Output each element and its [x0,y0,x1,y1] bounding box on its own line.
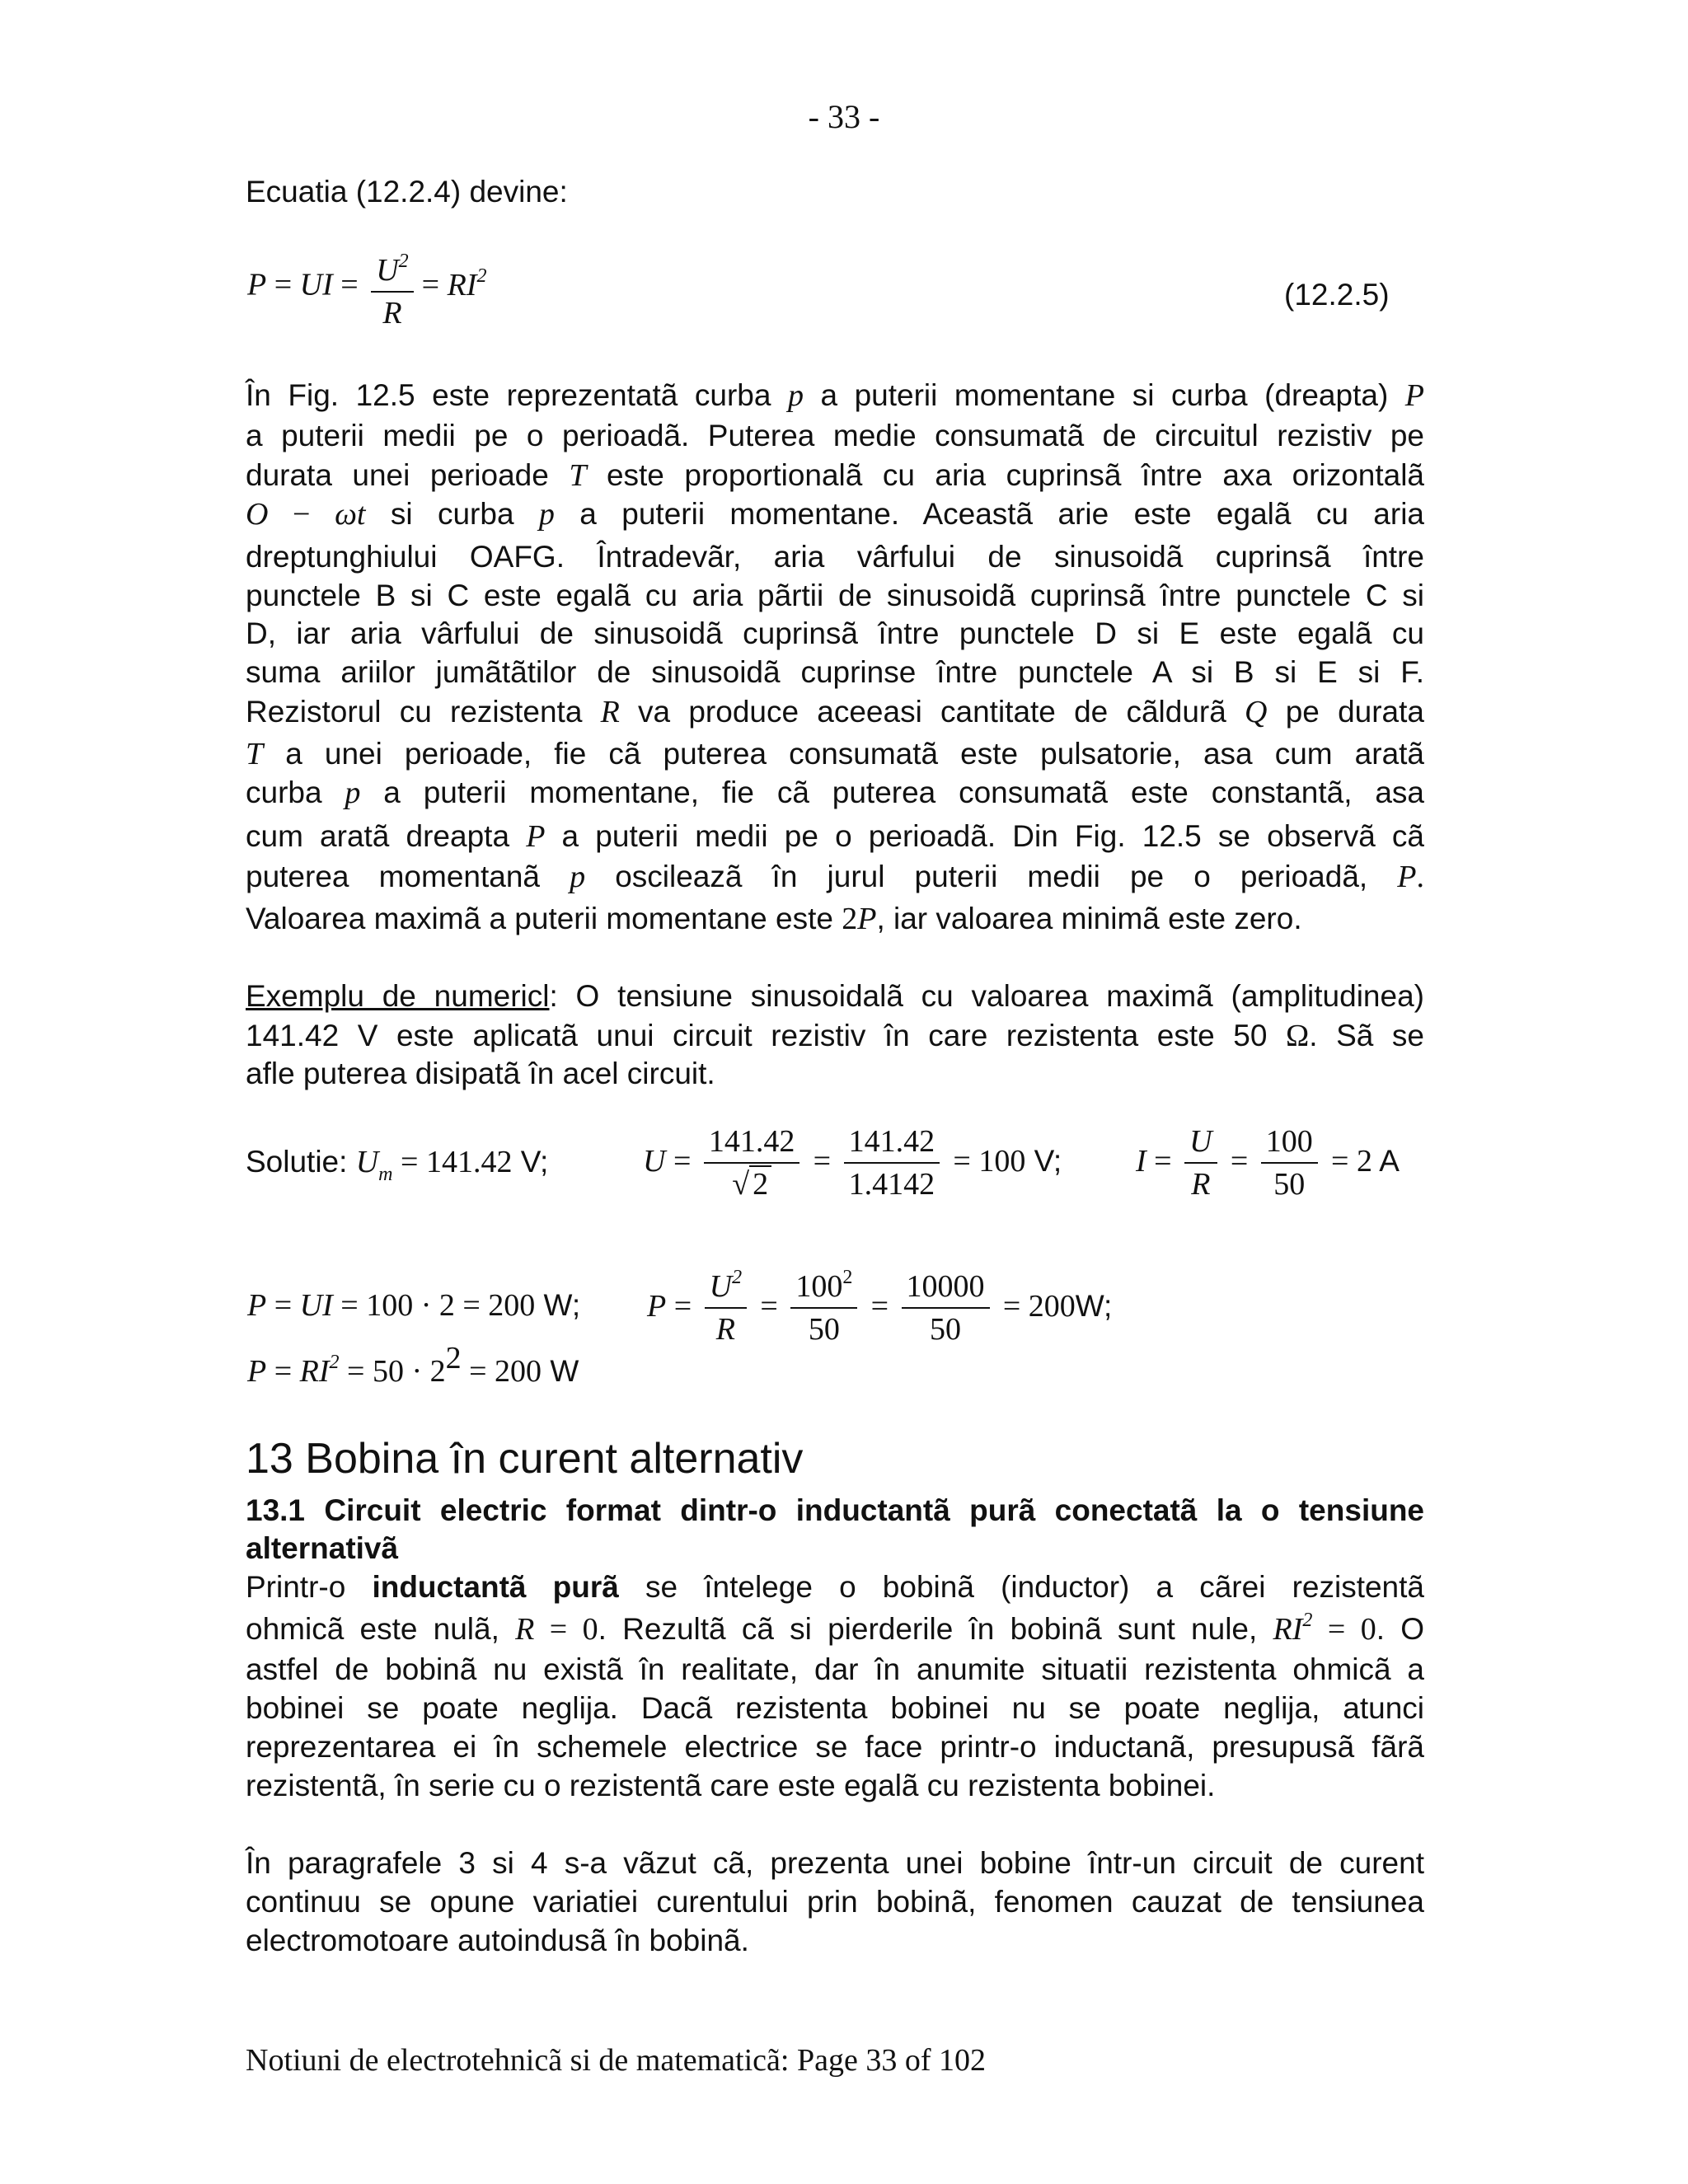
subsection-title-cont: alternativã [246,1531,399,1565]
solution-u: U = $\frac{141.42}{√ 2}$ = $\frac{141.42}{1.4142}$ = 100 V; [643,1124,1062,1202]
paragraph-line: Printr-o inductantã purã se întelege o bobinã (inductor) a cãrei rezistentã [246,1570,1424,1604]
paragraph-line: puterea momentanã p oscileazã în jurul puterii medii pe o perioadã, P. [246,860,1424,894]
paragraph-line: O − ωt si curba p a puterii momentane. Aceastã arie este egalã cu aria [246,497,1424,532]
solution-p3: $P = RI^2 = 50 \cdot 2^2 = 200$ W [247,1341,579,1389]
paragraph-line: cum aratã dreapta P a puterii medii pe o perioadã. Din Fig. 12.5 se observã cã [246,819,1424,854]
paragraph-line: D, iar aria vârfului de sinusoidã cuprinsã între punctele D si E este egalã cu [246,616,1424,650]
page-number: - 33 - [808,98,880,135]
paragraph-line: continuu se opune variatiei curentului prin bobinã, fenomen cauzat de tensiunea [246,1885,1424,1919]
intro-text: Ecuatia (12.2.4) devine: [246,175,568,209]
paragraph-line: suma ariilor jumãtãtilor de sinusoidã cuprinse între punctele A si B si E si F. [246,655,1424,689]
example-line: 141.42 V este aplicatã unui circuit rezistiv în care rezistenta este 50 Ω. Sã se [246,1019,1424,1053]
section-title: 13 Bobina în curent alternativ [246,1435,804,1483]
paragraph-line: În Fig. 12.5 este reprezentatã curba p a puterii momentane si curba (dreapta) P [246,378,1425,413]
paragraph-line: reprezentarea ei în schemele electrice se face printr-o inductanã, presupusã fãrã [246,1730,1424,1764]
subsection-title: 13.1 Circuit electric format dintr-o inductantã purã conectatã la o tensiune [246,1493,1424,1527]
paragraph-line: ohmicã este nulã, R = 0. Rezultã cã si pierderile în bobinã sunt nule, $RI^2 = 0$. O [246,1610,1425,1647]
example-label: Exemplu de numericl [246,979,550,1013]
solution-um: Solutie: $U_m = 141.42$ V; [246,1145,549,1185]
page-footer: Notiuni de electrotehnicã si de matematicã: Page 33 of 102 [246,2043,986,2078]
example-line: Exemplu de numericl: O tensiune sinusoidalã cu valoarea maximã (amplitudinea) [246,979,1424,1013]
paragraph-line: bobinei se poate neglija. Dacã rezistenta bobinei nu se poate neglija, atunci [246,1691,1424,1725]
equation-number: (12.2.5) [1284,278,1390,312]
paragraph-line: T a unei perioade, fie cã puterea consumatã este pulsatorie, asa cum aratã [246,737,1424,771]
paragraph-line: În paragrafele 3 si 4 s-a vãzut cã, prezenta unei bobine într-un circuit de curent [246,1846,1424,1880]
paragraph-line: dreptunghiului OAFG. Întradevãr, aria vârfului de sinusoidã cuprinsã între [246,540,1424,574]
solution-i: I = $\frac{U}{R}$ = $\frac{100}{50}$ = 2 A [1136,1124,1400,1202]
paragraph-line: astfel de bobinã nu existã în realitate, dar în anumite situatii rezistenta ohmicã a [246,1652,1424,1686]
example-line: afle puterea disipatã în acel circuit. [246,1057,715,1090]
equation-12-2-5: P = UI = $\frac{U^2}{R}$ = $RI^2$ [247,251,487,330]
paragraph-line: durata unei perioade T este proportionalã cu aria cuprinsã între axa orizontalã [246,458,1424,493]
paragraph-line: a puterii medii pe o perioadã. Puterea medie consumatã de circuitul rezistiv pe [246,419,1424,452]
paragraph-line: Valoarea maximã a puterii momentane este 2P, iar valoarea minimã este zero. [246,902,1302,936]
paragraph-line: electromotoare autoindusã în bobinã. [246,1924,749,1957]
solution-p2: P = $\frac{U^2}{R}$ = $\frac{100^2}{50}$ = $\frac{10000}{50}$ = 200W; [647,1267,1113,1347]
paragraph-line: punctele B si C este egalã cu aria pãrtii de sinusoidã cuprinsã între punctele C si [246,579,1424,612]
paragraph-line: curba p a puterii momentane, fie cã puterea consumatã este constantã, asa [246,776,1424,810]
paragraph-line: Rezistorul cu rezistenta R va produce aceeasi cantitate de cãldurã Q pe durata [246,695,1424,729]
solution-p1: P = UI = 100 · 2 = 200 W; [247,1288,581,1323]
paragraph-line: rezistentã, în serie cu o rezistentã care este egalã cu rezistenta bobinei. [246,1769,1216,1802]
